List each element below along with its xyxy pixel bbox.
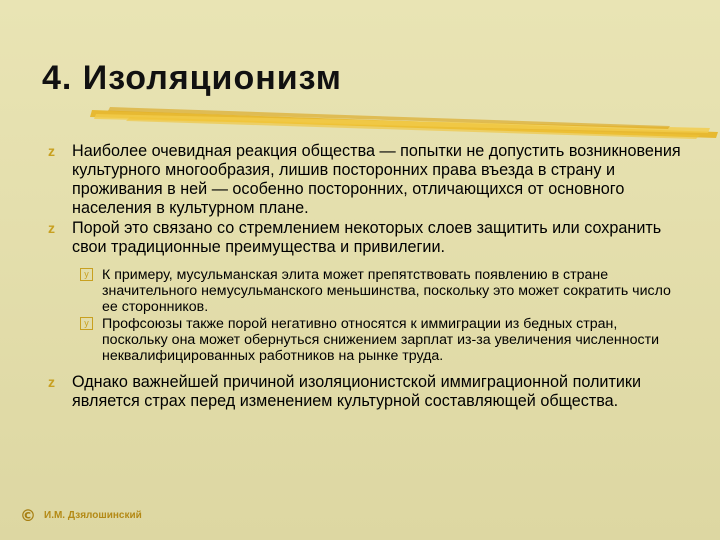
y-checkbox-icon: y [80,317,93,330]
z-bullet-icon: z [48,143,55,159]
bullet-item [44,142,684,218]
author-name: И.М. Дзялошинский [44,510,142,521]
bullet-text: Однако важнейшей причиной изоляционистской иммиграционной политики является страх перед изменением культурной составляющей общества. [72,373,642,410]
slide-content [44,142,684,412]
yellow-brush-stroke-icon [90,102,720,142]
footer [20,506,142,525]
sub-bullet-text: К примеру, мусульманская элита может препятствовать появлению в стране значительного немусульманского меньшинства, поскольку это может сократить число ее сторонников. [102,267,671,315]
bullet-item [44,219,684,257]
bullet-text: Наиболее очевидная реакция общества — попытки не допустить возникновения культурного многообразия, лишив посторонних права въезда в страну и проживания в ней — особенно посторонних, отличающихся от основного населения в культурном плане. [72,142,681,217]
copyright-icon: © [20,506,36,525]
z-bullet-icon: z [48,220,55,236]
y-checkbox-icon: y [80,268,93,281]
sub-bullet-text: Профсоюзы также порой негативно относятся к иммиграции из бедных стран, поскольку она может обернуться снижением зарплат из-за увеличения численности неквалифицированных работников на рынке труда. [102,316,660,364]
bullet-item [44,373,684,411]
z-bullet-icon: z [48,374,55,390]
sub-bullet-item [44,316,684,364]
bullet-text: Порой это связано со стремлением некоторых слоев защитить или сохранить свои традиционные преимущества и привилегии. [72,219,662,256]
slide-title: 4. Изоляционизм [42,59,342,97]
sub-bullet-item [44,267,684,315]
